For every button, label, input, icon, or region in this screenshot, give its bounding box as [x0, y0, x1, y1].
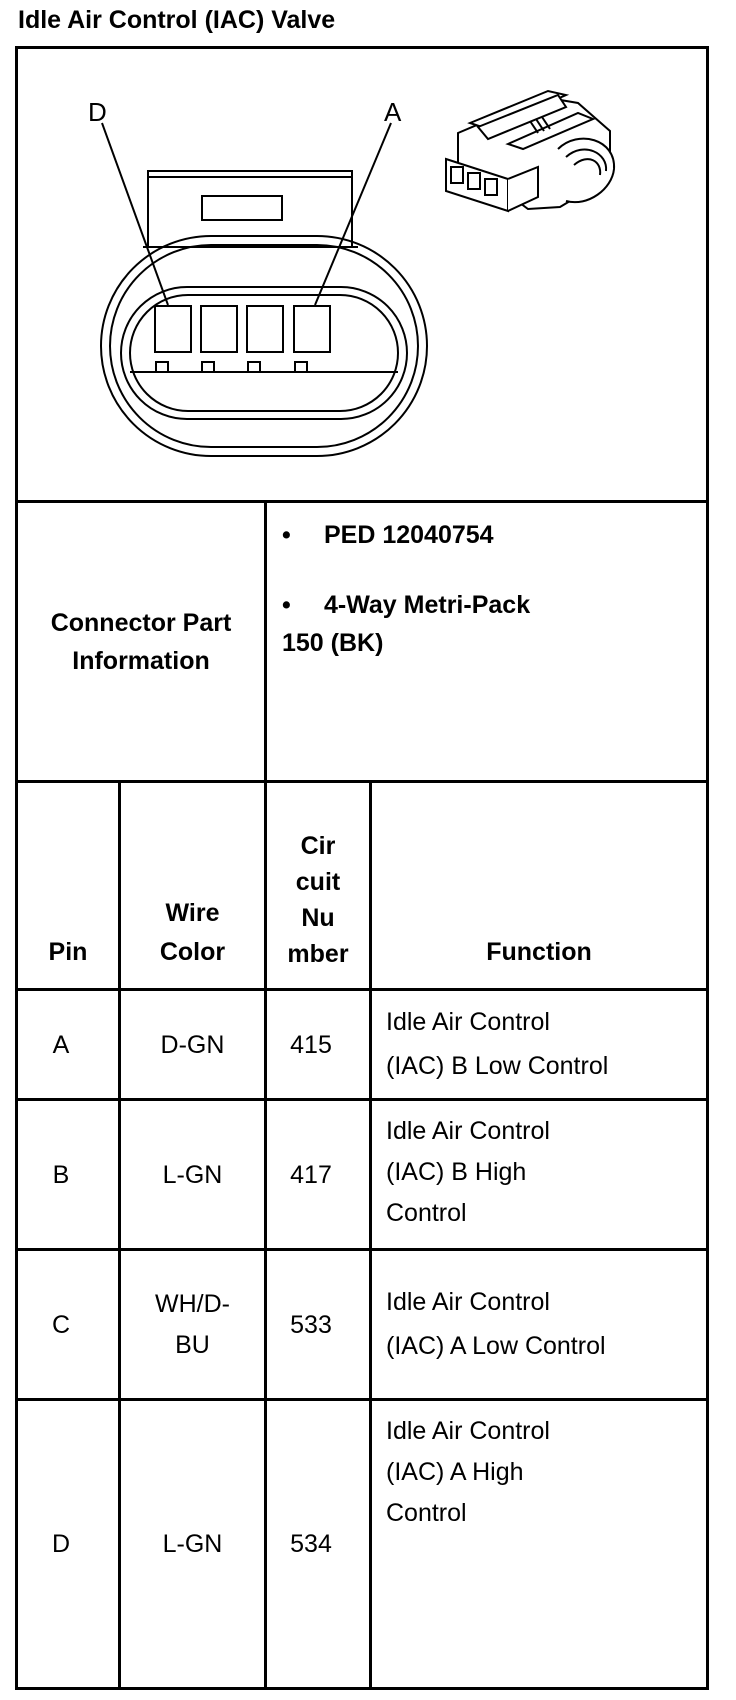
bullet-icon: • — [282, 591, 291, 619]
header-circuit-line2: cuit — [295, 868, 341, 896]
table-border-right — [706, 46, 709, 1690]
header-circuit-number — [287, 828, 348, 972]
connector-part-label-line2: Information — [72, 646, 210, 675]
connector-type-line1: 4-Way Metri-Pack — [324, 591, 531, 619]
row-c-func-line2: (IAC) A Low Control — [386, 1332, 606, 1360]
row-a-func-line2: (IAC) B Low Control — [386, 1052, 609, 1080]
header-wire-line1: Wire — [165, 899, 220, 927]
row-c-color-line2: BU — [175, 1330, 210, 1359]
row-d-function — [386, 1411, 704, 1547]
row-b-color-line1: L-GN — [162, 1160, 223, 1189]
header-wire-color — [160, 894, 225, 972]
row-d-func-line3: Control — [386, 1499, 467, 1527]
connector-part-label-cell — [18, 503, 264, 780]
row-c-pin: C — [51, 1310, 71, 1339]
row-c-color-line1: WH/D- — [155, 1289, 230, 1318]
header-wire-color-cell — [121, 783, 264, 988]
header-pin-cell — [18, 783, 118, 988]
callout-a-label: A — [384, 97, 402, 127]
row-a-color-line1: D-GN — [160, 1030, 225, 1059]
header-wire-line2: Color — [159, 938, 226, 966]
row-a-function — [386, 1000, 704, 1096]
row-d-func-line2: (IAC) A High — [386, 1458, 524, 1486]
connector-part-label-line1: Connector Part — [50, 608, 232, 637]
row-c-func-line1: Idle Air Control — [386, 1288, 550, 1316]
row-d-pin: D — [51, 1530, 71, 1558]
row-d-circuit: 534 — [290, 1530, 332, 1558]
part-number-text: PED 12040754 — [324, 521, 494, 549]
row-b-func-line1: Idle Air Control — [386, 1117, 550, 1145]
row-d-func-line1: Idle Air Control — [386, 1417, 550, 1445]
row-c-wire-color — [121, 1251, 264, 1398]
row-d-wire-color — [121, 1401, 264, 1687]
connector-part-label — [51, 604, 232, 680]
row-c-circuit: 533 — [290, 1310, 332, 1339]
header-function-cell — [372, 783, 706, 988]
page-title: Idle Air Control (IAC) Valve — [18, 6, 336, 34]
row-a-func-line1: Idle Air Control — [386, 1008, 550, 1036]
bullet-item-connector-type — [282, 586, 530, 624]
row-c-function — [386, 1280, 704, 1380]
header-circuit-line1: Cir — [300, 832, 336, 860]
header-circuit-line4: mber — [287, 940, 349, 968]
row-b-function — [386, 1111, 704, 1247]
row-a-wire-color — [121, 991, 264, 1098]
row-b-circuit: 417 — [290, 1160, 332, 1189]
bullet-item-part-number — [282, 516, 530, 554]
row-b-pin: B — [52, 1160, 70, 1189]
callout-d-label: D — [88, 97, 107, 127]
bullet-icon: • — [282, 521, 291, 549]
row-a-circuit: 415 — [290, 1030, 332, 1059]
row-b-func-line2: (IAC) B High — [386, 1158, 527, 1186]
connector-part-info-cell — [282, 516, 702, 766]
header-function: Function — [486, 938, 592, 966]
row-d-color-line1: L-GN — [162, 1530, 223, 1558]
header-pin: Pin — [48, 938, 88, 966]
connector-iso-picture — [446, 91, 614, 211]
connector-diagram — [18, 49, 706, 500]
header-circuit-cell — [267, 783, 369, 988]
connector-type-line2: 150 (BK) — [282, 629, 384, 657]
row-b-wire-color — [121, 1101, 264, 1248]
connector-part-bullets — [282, 516, 530, 766]
row-b-func-line3: Control — [386, 1199, 467, 1227]
header-circuit-line3: Nu — [301, 904, 335, 932]
row-a-pin: A — [52, 1030, 70, 1059]
